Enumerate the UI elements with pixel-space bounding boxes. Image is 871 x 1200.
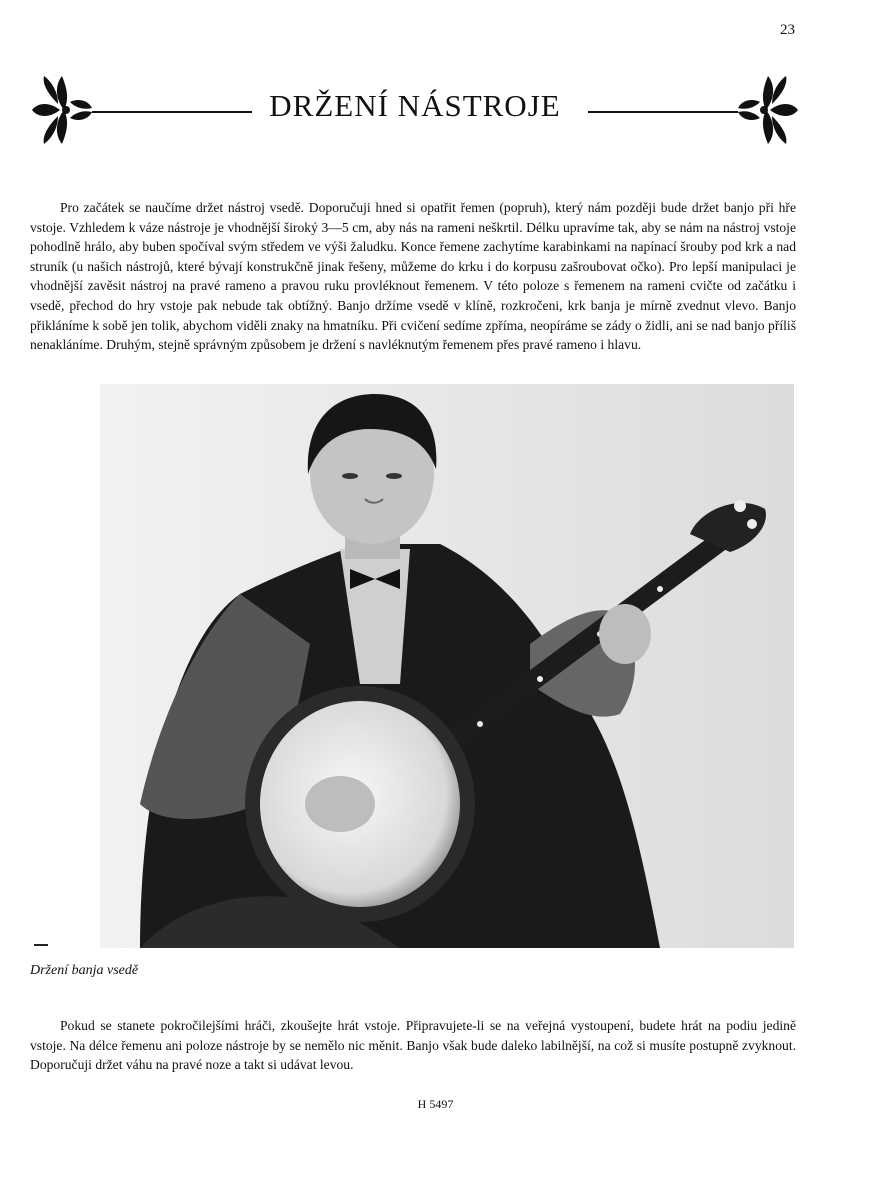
closing-paragraph: Pokud se stanete pokročilejšími hráči, zkoušejte hrát vstoje. Připravujete-li se na veřejná vystoupení, budete hrát na podiu jedině vstoje. Na délce řemenu ani poloze nástroje by se nemělo nic měnit. Banjo však bude daleko labilnější, na což si musíte postupně zvyknout. Doporučuji držet váhu na pravé noze a takt si udávat levou. <box>30 1018 796 1073</box>
chapter-heading <box>30 70 800 150</box>
page-title: DRŽENÍ NÁSTROJE <box>269 88 561 123</box>
floral-ornament-icon <box>730 72 800 148</box>
photo-caption: Držení banja vsedě <box>30 963 139 978</box>
footer-catalog-code: H 5497 <box>417 1097 454 1111</box>
margin-mark <box>34 944 48 946</box>
page-number: 23 <box>780 22 795 38</box>
photo-illustration <box>100 384 794 948</box>
banjo-player-photo <box>100 384 794 948</box>
title-rule-right <box>588 111 738 113</box>
intro-paragraph: Pro začátek se naučíme držet nástroj vsedě. Doporučuji hned si opatřit řemen (popruh), který nám později bude držet banjo při hře vstoje. Vzhledem k váze nástroje je vhodnější široký 3—5 cm, aby nás na rameni neškrtil. Délku upravíme tak, aby se nám na nástroj vstoje pohodlně hrálo, aby buben spočíval svým středem ve výši žaludku. Konce řemene zachytíme karabinkami na napínací šrouby pod krk a nad struník (u našich nástrojů, které bývají konstrukčně jinak řešeny, můžeme do krku i do korpusu zašroubovat očko). Pro lepší manipulaci je vhodnější zavěsit nástroj na pravé rameno a pravou ruku provléknout řemenem. V této poloze s řemenem na rameni cvičte od začátku i vsedě, přechod do hry vstoje pak nebude tak obtížný. Banjo držíme vsedě v klíně, rozkročeni, krk banja je mírně zvednut vlevo. Banjo přikláníme k sobě jen tolik, abychom viděli znaky na hmatníku. Při cvičení sedíme zpříma, neopíráme se zády o židli, ani se nad banjo příliš nenakláníme. Druhým, stejně správným způsobem je držení s navléknutým řemenem přes pravé rameno i hlavu. <box>30 200 796 353</box>
